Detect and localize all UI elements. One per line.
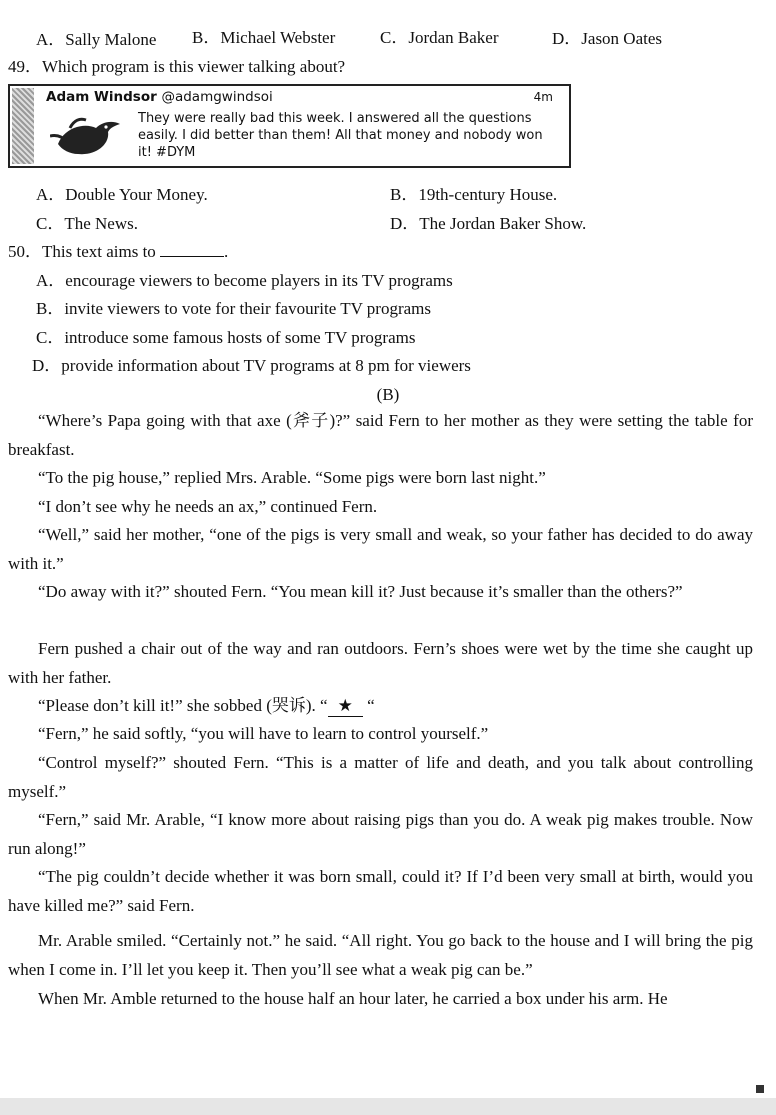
story-paragraph-6: Fern pushed a chair out of the way and ran outdoors. Fern’s shoes were wet by the time she caught up with her father. xyxy=(8,639,753,687)
story-paragraph-9: “Control myself?” shouted Fern. “This is a matter of life and death, and you talk about controlling myself.” xyxy=(8,753,753,801)
tweet-card xyxy=(8,84,571,168)
q50-option-b: B．invite viewers to vote for their favourite TV programs xyxy=(36,299,432,318)
q50-question xyxy=(8,242,228,262)
tweet-text: They were really bad this week. I answered all the questions easily. I did better than them! All that money and nobody won it! #DYM xyxy=(138,111,543,160)
story-paragraph-7-start: “Please don’t kill it!” she sobbed (哭诉). “ xyxy=(38,696,328,715)
q50-question-suffix: . xyxy=(224,242,229,261)
q49-option-a: A．Double Your Money. xyxy=(36,185,208,204)
q48-option-a: A．Sally Malone xyxy=(36,30,157,49)
bird-icon xyxy=(50,114,124,160)
tweet-author: Adam Windsor xyxy=(46,89,157,105)
tweet-side-strip xyxy=(12,88,34,164)
q49-option-d: D．The Jordan Baker Show. xyxy=(390,214,587,233)
q50-option-d: D．provide information about TV programs at 8 pm for viewers xyxy=(32,356,471,375)
tweet-time: 4m xyxy=(533,90,553,104)
q49-option-c: C．The News. xyxy=(36,214,138,233)
q50-option-a: A．encourage viewers to become players in its TV programs xyxy=(36,271,453,290)
section-heading: (B) xyxy=(376,385,400,404)
watermark-logo xyxy=(756,1085,764,1093)
star-blank-icon: ★ xyxy=(328,696,363,717)
tweet-header xyxy=(46,89,551,105)
story-paragraph-12: Mr. Arable smiled. “Certainly not.” he said. “All right. You go back to the house and I will bring the pig when I come in. I’ll let you keep it. Then you’ll see what a weak pig can be.” xyxy=(8,931,753,979)
q48-option-d: D．Jason Oates xyxy=(552,29,663,48)
story-paragraph-11: “The pig couldn’t decide whether it was born small, could it? If I’d been very small at birth, would you have killed me?” said Fern. xyxy=(8,867,753,915)
story-paragraph-5: “Do away with it?” shouted Fern. “You mean kill it? Just because it’s smaller than the others?” xyxy=(38,582,683,601)
story-paragraph-7-end: “ xyxy=(362,696,375,715)
story-paragraph-2: “To the pig house,” replied Mrs. Arable. “Some pigs were born last night.” xyxy=(38,468,546,487)
tweet-handle: @adamgwindsoi xyxy=(161,89,273,105)
story-paragraph-13: When Mr. Amble returned to the house half an hour later, he carried a box under his arm. He xyxy=(38,989,668,1008)
story-paragraph-4: “Well,” said her mother, “one of the pigs is very small and weak, so your father has decided to do away with it.” xyxy=(8,525,753,573)
q49-option-b: B．19th-century House. xyxy=(390,185,558,204)
story-paragraph-8: “Fern,” he said softly, “you will have to learn to control yourself.” xyxy=(38,724,489,743)
story-paragraph-1: “Where’s Papa going with that axe (斧子)?” said Fern to her mother as they were setting the table for breakfast. xyxy=(8,411,753,459)
story-paragraph-10: “Fern,” said Mr. Arable, “I know more about raising pigs than you do. A weak pig makes trouble. Now run along!” xyxy=(8,810,753,858)
q48-option-b: B．Michael Webster xyxy=(192,28,336,47)
q50-question-prefix: 50．This text aims to xyxy=(8,242,156,261)
q48-option-c: C．Jordan Baker xyxy=(380,28,499,47)
story-paragraph-3: “I don’t see why he needs an ax,” continued Fern. xyxy=(38,497,378,516)
story-paragraph-7 xyxy=(8,692,753,721)
q49-question: 49．Which program is this viewer talking about? xyxy=(8,57,346,76)
q50-option-c: C．introduce some famous hosts of some TV programs xyxy=(36,328,416,347)
answer-blank xyxy=(160,242,224,257)
page-footer-bar xyxy=(0,1098,776,1115)
